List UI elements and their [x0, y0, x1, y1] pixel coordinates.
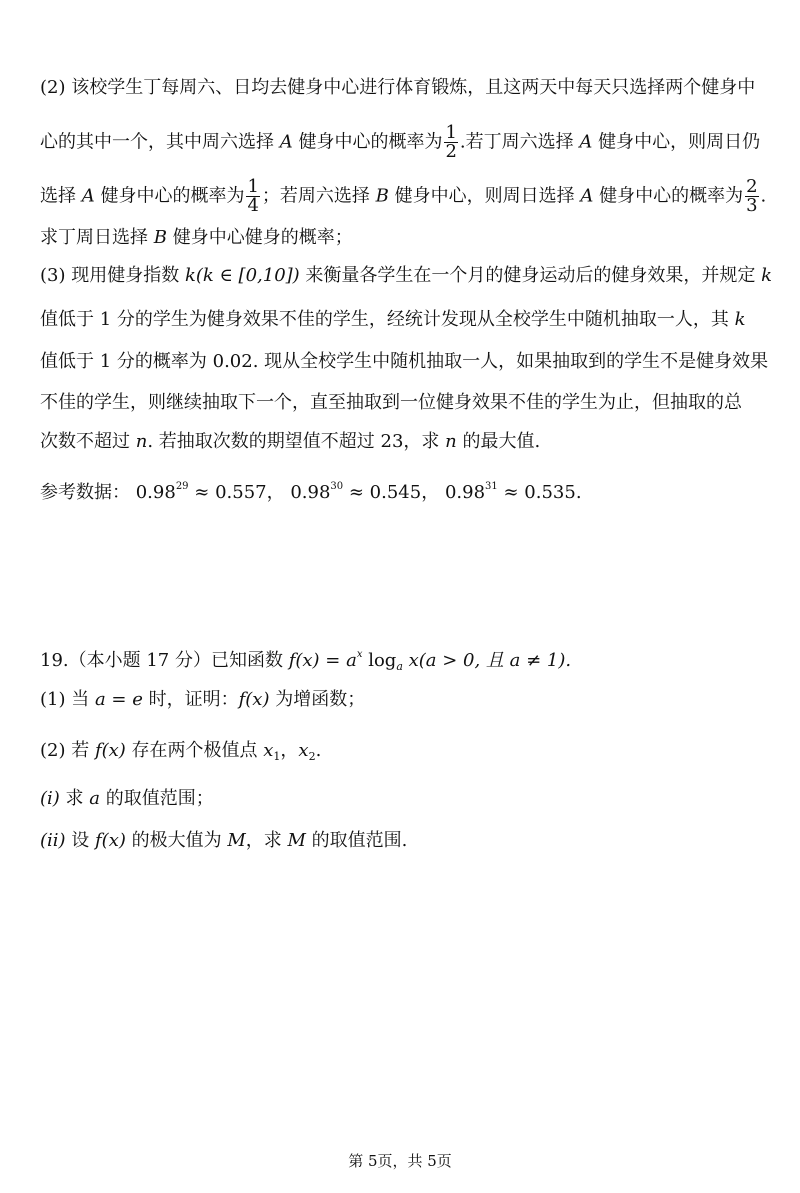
q18-part2-line2: 心的其中一个，其中周六选择 A 健身中心的概率为 $\frac{1}{2}$ .若丁周六选择 A 健身中心，则周日仍	[40, 122, 761, 162]
q18-part2-line1: (2) 该校学生丁每周六、日均去健身中心进行体育锻炼，且这两天中每天只选择两个健身中	[40, 77, 756, 98]
q18-part2-line4: 求丁周日选择 B 健身中心健身的概率；	[40, 227, 353, 248]
reference-data-line: 参考数据： $0.98^{29} \approx 0.557$， $0.98^{30} \approx 0.545$， $0.98^{31} \approx 0.535$.	[40, 481, 582, 503]
q19-part2-i: (i) 求 a 的取值范围；	[40, 788, 214, 809]
fraction-one-quarter: $\frac{1}{4}$	[247, 176, 259, 216]
q18-part3-line3: 值低于 1 分的概率为 0.02. 现从全校学生中随机抽取一人，如果抽取到的学生不是健身效果	[40, 351, 769, 372]
q18-part3-line1: (3) 现用健身指数 k(k ∈ [0,10]) 来衡量各学生在一个月的健身运动后的健身效果，并规定 k	[40, 265, 773, 286]
q18-part3-line4: 不佳的学生，则继续抽取下一个，直至抽取到一位健身效果不佳的学生为止，但抽取的总	[40, 392, 742, 413]
fraction-two-thirds: $\frac{2}{3}$	[746, 176, 758, 216]
page-footer: 第 5页，共 5页	[348, 1152, 452, 1170]
q18-part3-line2: 值低于 1 分的学生为健身效果不佳的学生，经统计发现从全校学生中随机抽取一人，其 k	[40, 309, 746, 330]
q18-part3-line5: 次数不超过 n. 若抽取次数的期望值不超过 23，求 n 的最大值.	[40, 431, 541, 452]
q19-part2: (2) 若 f(x) 存在两个极值点 $x_1$，$x_2$.	[40, 740, 322, 763]
q19-part2-ii: (ii) 设 f(x) 的极大值为 M，求 M 的取值范围.	[40, 830, 408, 851]
q19-part1: (1) 当 a = e 时，证明：f(x) 为增函数；	[40, 689, 366, 710]
q18-part2-line3: 选择 A 健身中心的概率为 $\frac{1}{4}$ ；若周六选择 B 健身中心，则周日选择 A 健身中心的概率为 $\frac{2}{3}$ .	[40, 176, 767, 216]
q19-heading: 19.（本小题 17 分）已知函数 $f(x) = a^x$ $\log_a x(a > 0$, 且 a ≠ 1).	[40, 649, 572, 673]
fraction-one-half: $\frac{1}{2}$	[445, 122, 457, 162]
